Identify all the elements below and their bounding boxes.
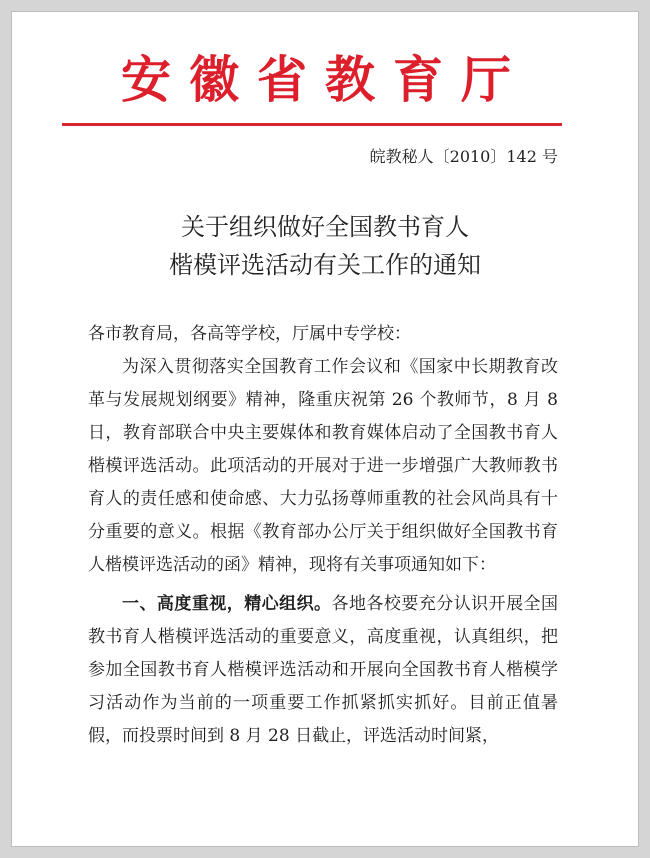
document-page <box>11 11 639 847</box>
document-body <box>88 318 558 759</box>
section-1-text: 各地各校要充分认识开展全国教书育人楷模评选活动的重要意义，高度重视，认真组织，把参加全国教书育人楷模评选活动和开展向全国教书育人楷模学习活动作为当前的一项重要工作抓紧抓实抓好。目前正值暑假，而投票时间到 8 月 28 日截止，评选活动时间紧， <box>88 594 558 746</box>
document-title-line-2: 楷模评选活动有关工作的通知 <box>169 251 481 279</box>
document-title <box>12 208 638 284</box>
paragraph-section-1 <box>88 588 558 753</box>
salutation: 各市教育局，各高等学校，厅属中专学校： <box>88 324 411 344</box>
document-number: 皖教秘人〔2010〕142 号 <box>369 147 558 166</box>
issuing-org-title: 安徽省教育厅 <box>121 50 529 109</box>
paragraph-intro: 为深入贯彻落实全国教育工作会议和《国家中长期教育改革与发展规划纲要》精神，隆重庆祝第 26 个教师节，8 月 8 日，教育部联合中央主要媒体和教育媒体启动了全国教书育人楷模评选活动。此项活动的开展对于进一步增强广大教师教书育人的责任感和使命感、大力弘扬尊师重教的社会风尚具有十分重要的意义。根据《教育部办公厅关于组织做好全国教书育人楷模评选活动的函》精神，现将有关事项通知如下： <box>88 357 558 575</box>
section-1-heading: 一、高度重视，精心组织。 <box>122 594 332 614</box>
red-separator-line <box>62 123 562 126</box>
document-title-line-1: 关于组织做好全国教书育人 <box>181 213 469 241</box>
